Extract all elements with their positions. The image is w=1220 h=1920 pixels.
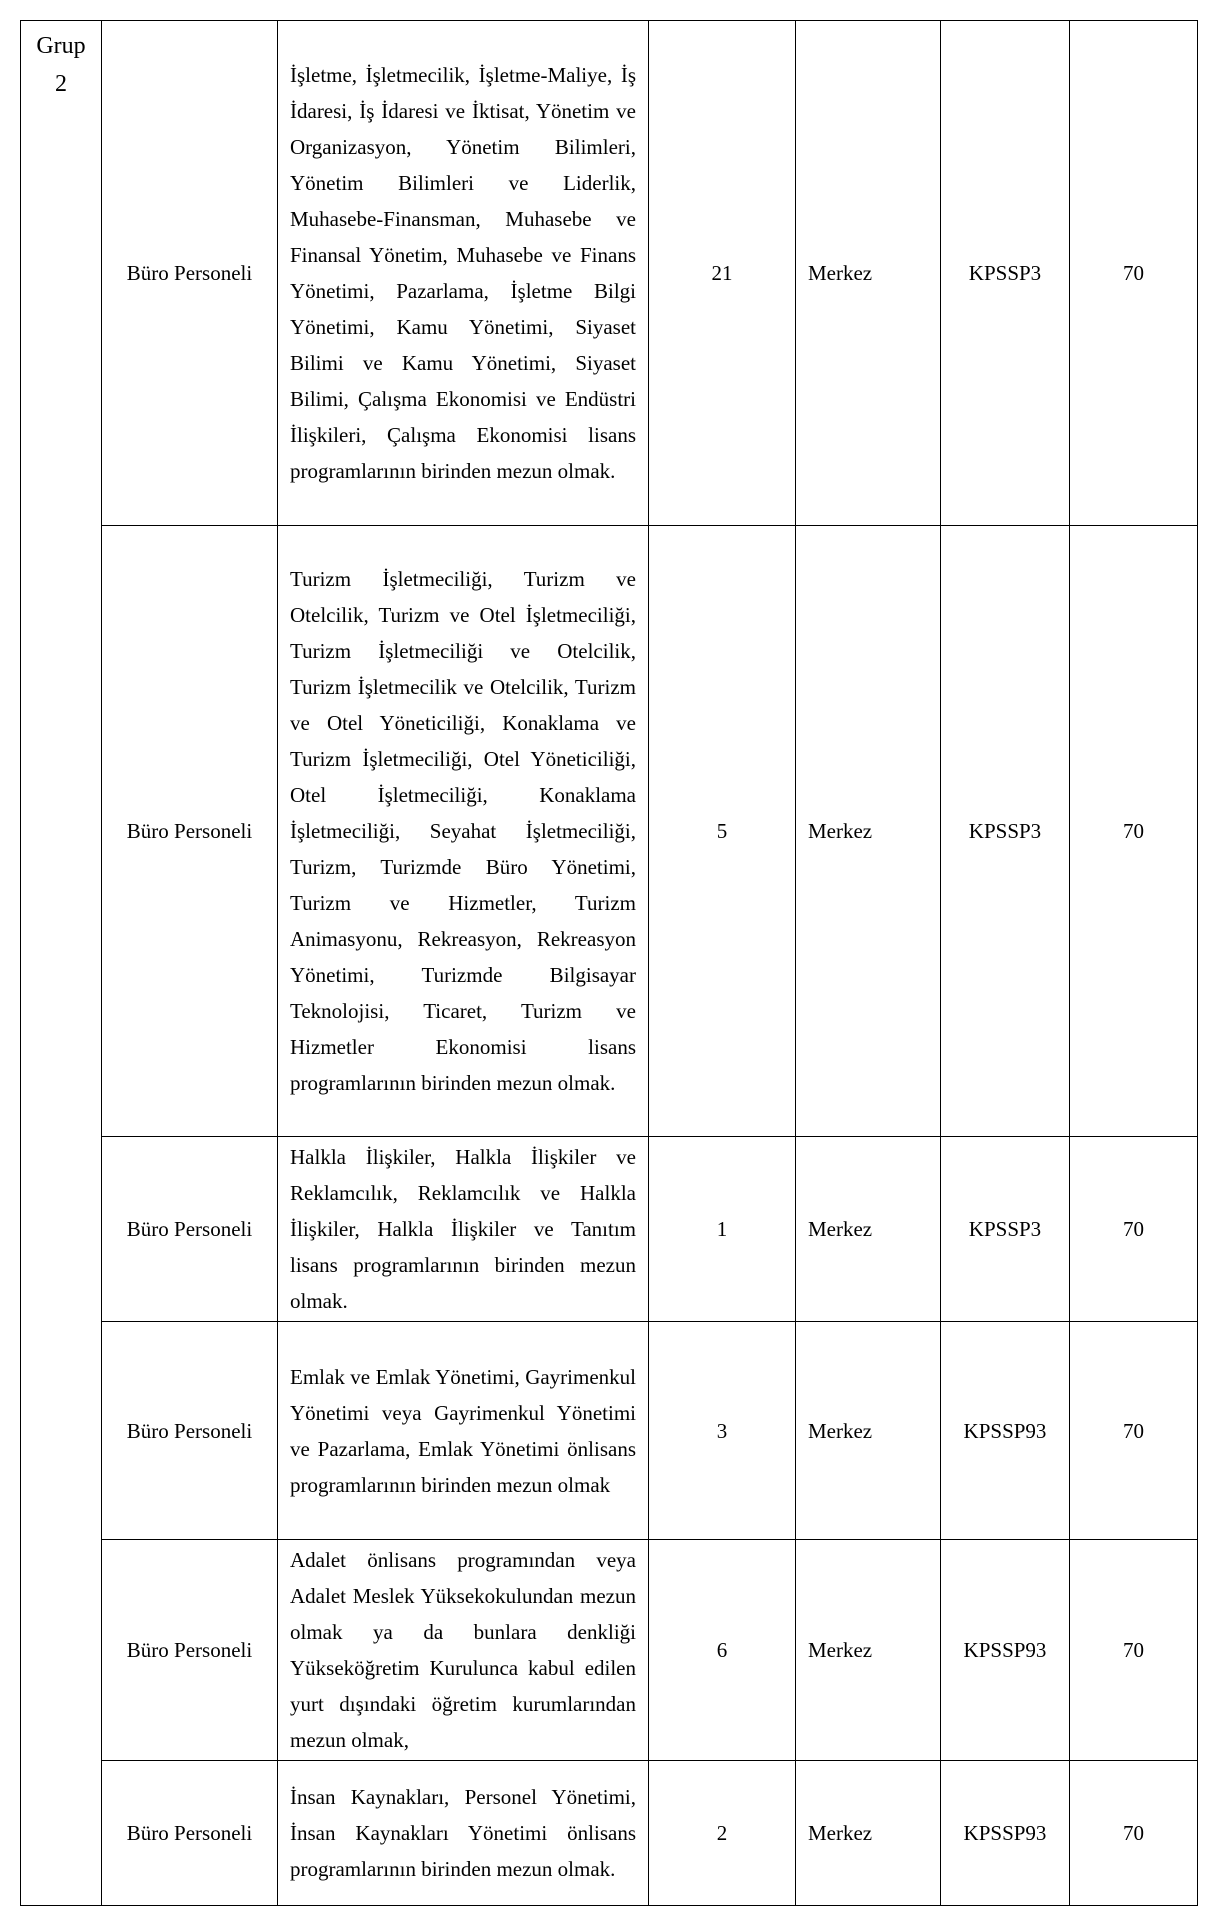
count-cell: 3 <box>649 1322 796 1540</box>
position-cell: Büro Personeli <box>102 1322 278 1540</box>
location-cell: Merkez <box>796 21 941 526</box>
requirement-cell: Halkla İlişkiler, Halkla İlişkiler ve Reklamcılık, Reklamcılık ve Halkla İlişkiler, Halkla İlişkiler ve Tanıtım lisans programlarının birinden mezun olmak. <box>278 1137 649 1322</box>
location-cell: Merkez <box>796 1322 941 1540</box>
table-row <box>21 1540 1198 1761</box>
table-row <box>21 21 1198 526</box>
min-score-cell: 70 <box>1070 1137 1198 1322</box>
position-cell: Büro Personeli <box>102 526 278 1137</box>
score-type-cell: KPSSP3 <box>941 21 1070 526</box>
min-score-cell: 70 <box>1070 526 1198 1137</box>
min-score-cell: 70 <box>1070 1761 1198 1906</box>
table-row <box>21 1137 1198 1322</box>
positions-table <box>20 20 1198 1906</box>
position-cell: Büro Personeli <box>102 1761 278 1906</box>
count-cell: 5 <box>649 526 796 1137</box>
score-type-cell: KPSSP93 <box>941 1761 1070 1906</box>
position-cell: Büro Personeli <box>102 1540 278 1761</box>
group-cell <box>21 21 102 1906</box>
group-number: 2 <box>55 71 67 97</box>
score-type-cell: KPSSP3 <box>941 1137 1070 1322</box>
score-type-cell: KPSSP3 <box>941 526 1070 1137</box>
count-cell: 21 <box>649 21 796 526</box>
requirement-cell: İnsan Kaynakları, Personel Yönetimi, İnsan Kaynakları Yönetimi önlisans programlarının birinden mezun olmak. <box>278 1761 649 1906</box>
score-type-cell: KPSSP93 <box>941 1322 1070 1540</box>
location-cell: Merkez <box>796 1137 941 1322</box>
position-cell: Büro Personeli <box>102 1137 278 1322</box>
requirement-cell: Adalet önlisans programından veya Adalet Meslek Yüksekokulundan mezun olmak ya da bunlara denkliği Yükseköğretim Kurulunca kabul edilen yurt dışındaki öğretim kurumlarından mezun olmak, <box>278 1540 649 1761</box>
location-cell: Merkez <box>796 1761 941 1906</box>
position-cell: Büro Personeli <box>102 21 278 526</box>
table-row <box>21 1761 1198 1906</box>
score-type-cell: KPSSP93 <box>941 1540 1070 1761</box>
requirement-cell: İşletme, İşletmecilik, İşletme-Maliye, İş İdaresi, İş İdaresi ve İktisat, Yönetim ve Organizasyon, Yönetim Bilimleri, Yönetim Bilimleri ve Liderlik, Muhasebe-Finansman, Muhasebe ve Finansal Yönetim, Muhasebe ve Finans Yönetimi, Pazarlama, İşletme Bilgi Yönetimi, Kamu Yönetimi, Siyaset Bilimi ve Kamu Yönetimi, Siyaset Bilimi, Çalışma Ekonomisi ve Endüstri İlişkileri, Çalışma Ekonomisi lisans programlarının birinden mezun olmak. <box>278 21 649 526</box>
location-cell: Merkez <box>796 1540 941 1761</box>
count-cell: 2 <box>649 1761 796 1906</box>
min-score-cell: 70 <box>1070 1540 1198 1761</box>
count-cell: 1 <box>649 1137 796 1322</box>
table-row <box>21 526 1198 1137</box>
requirement-cell: Turizm İşletmeciliği, Turizm ve Otelcilik, Turizm ve Otel İşletmeciliği, Turizm İşletmeciliği ve Otelcilik, Turizm İşletmecilik ve Otelcilik, Turizm ve Otel Yöneticiliği, Konaklama ve Turizm İşletmeciliği, Otel Yöneticiliği, Otel İşletmeciliği, Konaklama İşletmeciliği, Seyahat İşletmeciliği, Turizm, Turizmde Büro Yönetimi, Turizm ve Hizmetler, Turizm Animasyonu, Rekreasyon, Rekreasyon Yönetimi, Turizmde Bilgisayar Teknolojisi, Ticaret, Turizm ve Hizmetler Ekonomisi lisans programlarının birinden mezun olmak. <box>278 526 649 1137</box>
location-cell: Merkez <box>796 526 941 1137</box>
requirement-cell: Emlak ve Emlak Yönetimi, Gayrimenkul Yönetimi veya Gayrimenkul Yönetimi ve Pazarlama, Emlak Yönetimi önlisans programlarının birinden mezun olmak <box>278 1322 649 1540</box>
table-row <box>21 1322 1198 1540</box>
group-label: Grup <box>36 33 86 59</box>
min-score-cell: 70 <box>1070 1322 1198 1540</box>
count-cell: 6 <box>649 1540 796 1761</box>
min-score-cell: 70 <box>1070 21 1198 526</box>
